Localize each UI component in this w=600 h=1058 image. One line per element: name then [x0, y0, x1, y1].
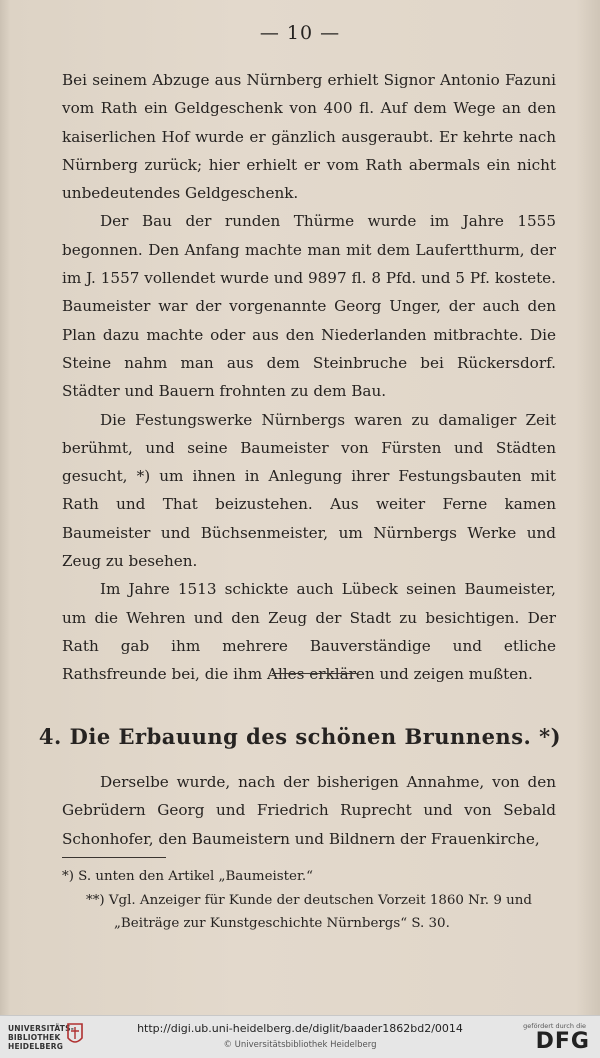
- section-body: [62, 768, 556, 853]
- funded-by-label: gefördert durch die: [523, 1022, 586, 1030]
- university-logo[interactable]: UNIVERSITÄTS- BIBLIOTHEK HEIDELBERG: [8, 1024, 75, 1051]
- viewer-footer: [0, 1015, 600, 1058]
- footnote-1: *) S. unten den Artikel „Baumeister.“: [62, 869, 314, 884]
- section-divider: [272, 673, 358, 674]
- section-paragraph: Derselbe wurde, nach der bisherigen Annahme, von den Gebrüdern Georg und Friedrich Ruprecht und von Sebald Schonhofer, den Baumeistern und Bildnern der Frauenkirche,: [62, 773, 556, 848]
- paragraph-3: Die Festungswerke Nürnbergs waren zu damaliger Zeit berühmt, und seine Baumeister von Fürsten und Städten gesucht, *) um ihnen in Anlegung ihrer Festungsbauten mit Rath und That beizustehen. Aus weiter Ferne kamen Baumeister und Büchsenmeister, um Nürnbergs Werke und Zeug zu besehen.: [62, 410, 556, 571]
- page-url[interactable]: [0, 1022, 600, 1035]
- section-heading: 4. Die Erbauung des schönen Brunnens. *): [38, 724, 562, 749]
- footnote-2: **) Vgl. Anzeiger für Kunde der deutschen Vorzeit 1860 Nr. 9 und „Beiträge zur Kunstgeschichte Nürnbergs“ S. 30.: [86, 892, 532, 931]
- footnotes: [62, 865, 556, 936]
- copyright: © Universitätsbibliothek Heidelberg: [223, 1040, 377, 1050]
- paragraph-2: Der Bau der runden Thürme wurde im Jahre 1555 begonnen. Den Anfang machte man mit dem Laufertthurm, der im J. 1557 vollendet wurde und 9897 fl. 8 Pfd. und 5 Pf. kostete. Baumeister war der vorgenannte Georg Unger, der auch den Plan dazu machte oder aus den Niederlanden mitbrachte. Die Steine nahm man aus dem Steinbruche bei Rückersdorf. Städter und Bauern frohnten zu dem Bau.: [62, 212, 556, 401]
- page-number: — 10 —: [259, 22, 341, 44]
- dfg-logo[interactable]: DFG: [535, 1029, 590, 1054]
- paragraph-4: Im Jahre 1513 schickte auch Lübeck seinen Baumeister, um die Wehren und den Zeug der Stadt zu besichtigen. Der Rath gab ihm mehrere Bauverständige und etliche Rathsfreunde bei, die ihm Alles erklären und zeigen mußten.: [62, 580, 556, 684]
- paragraph-1: Bei seinem Abzuge aus Nürnberg erhielt Signor Antonio Fazuni vom Rath ein Geldgeschenk von 400 fl. Auf dem Wege an den kaiserlichen Hof wurde er gänzlich ausgeraubt. Er kehrte nach Nürnberg zurück; hier erhielt er vom Rath abermals ein nicht unbedeutendes Geldgeschenk.: [62, 71, 556, 203]
- page-url-link[interactable]: http://digi.ub.uni-heidelberg.de/diglit/baader1862bd2/0014: [137, 1022, 463, 1035]
- footnote-divider: [62, 857, 166, 858]
- body-text: [62, 66, 556, 689]
